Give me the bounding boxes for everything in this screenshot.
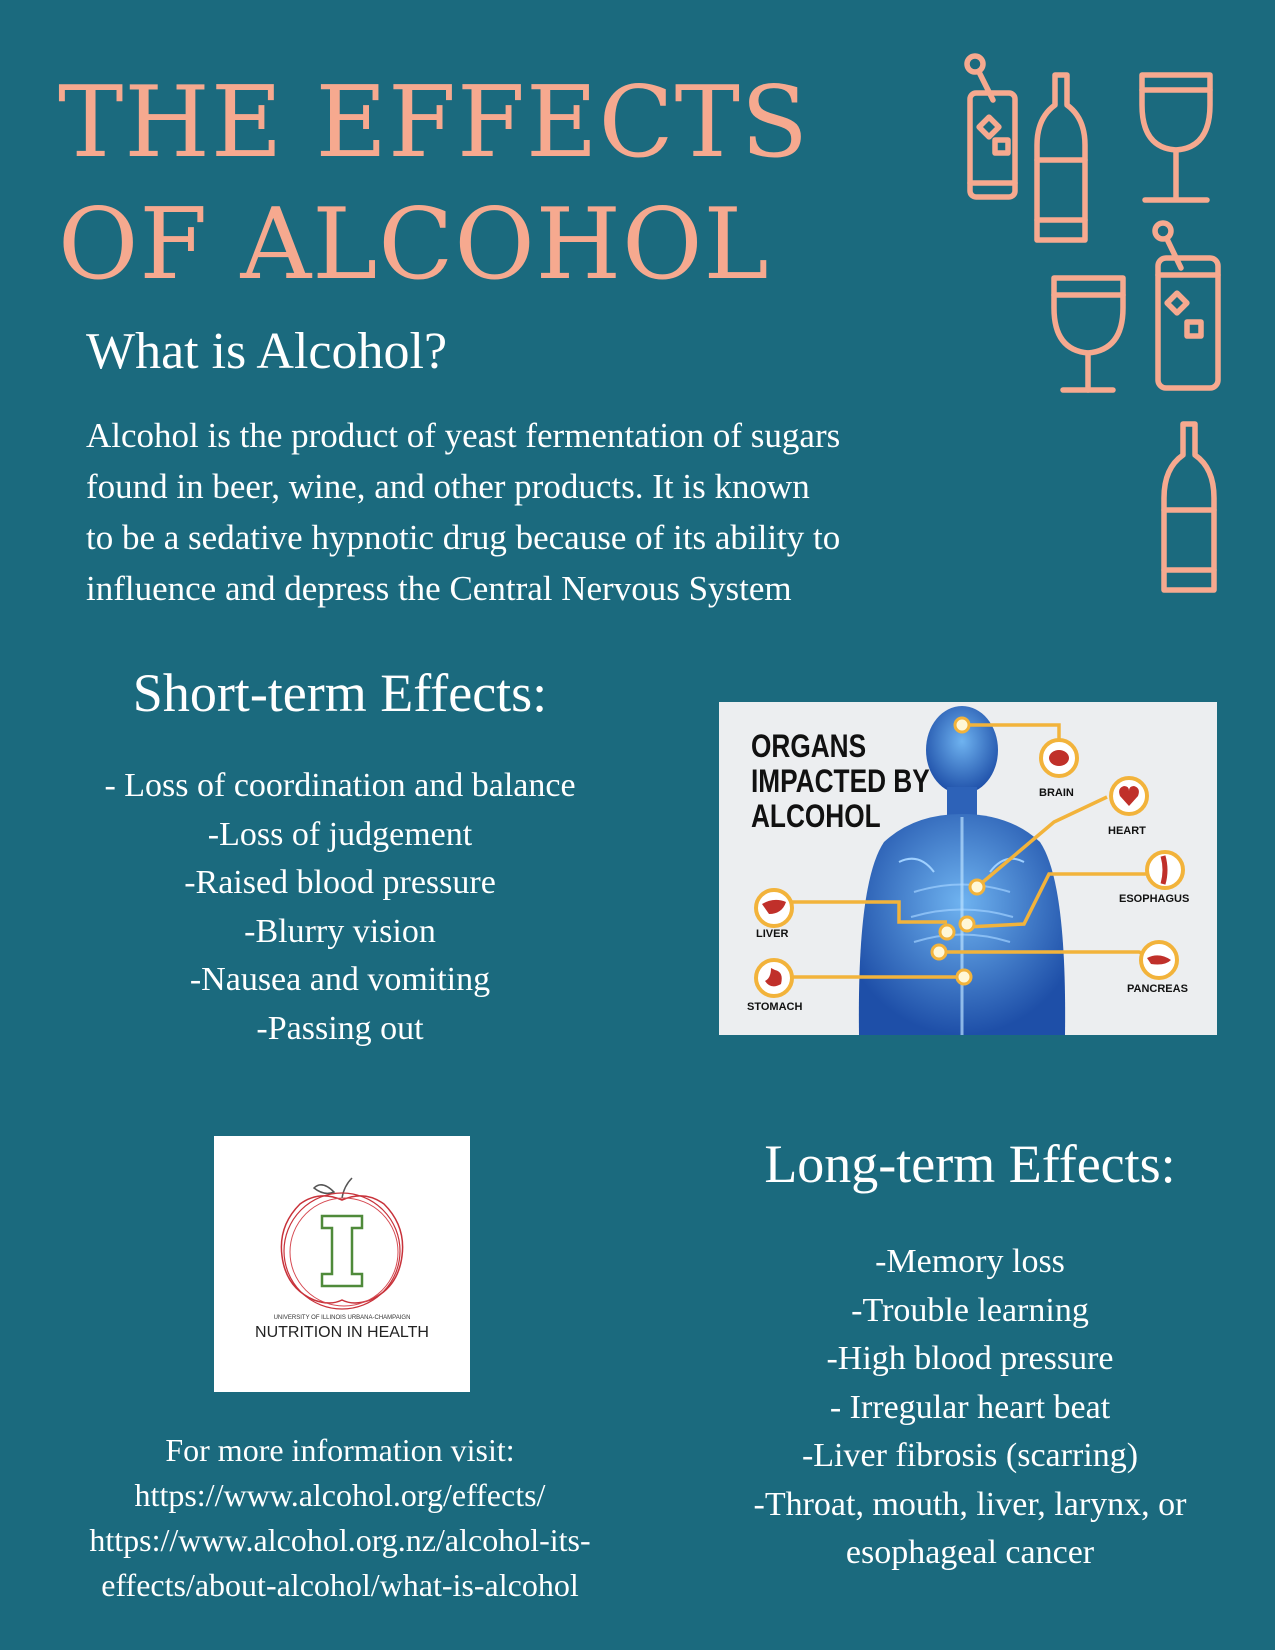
liver-icon	[756, 890, 792, 926]
organs-title-line: ALCOHOL	[751, 799, 881, 835]
logo-name: NUTRITION IN HEALTH	[255, 1324, 429, 1341]
more-info	[40, 1428, 640, 1608]
page-title	[58, 62, 838, 306]
logo-university: UNIVERSITY OF ILLINOIS URBANA-CHAMPAIGN	[273, 1315, 411, 1321]
long-term-heading: Long-term Effects:	[764, 1134, 1176, 1194]
cocktail-glass-icon	[1155, 223, 1218, 388]
what-line: influence and depress the Central Nervous System	[86, 569, 792, 608]
list-item: -Trouble learning	[851, 1291, 1089, 1329]
organs-title-line: IMPACTED BY	[751, 764, 930, 800]
organs-illustration	[719, 702, 1217, 1035]
list-item: -Nausea and vomiting	[189, 961, 491, 998]
heart-icon	[1111, 778, 1147, 814]
short-term-list	[40, 762, 640, 1053]
title-line-1: THE EFFECTS	[58, 66, 810, 180]
long-term-list	[690, 1238, 1250, 1578]
list-item: -Liver fibrosis (scarring)	[801, 1437, 1139, 1474]
list-item: esophageal cancer	[845, 1534, 1095, 1571]
title-line-2: OF ALCOHOL	[58, 188, 770, 302]
what-paragraph	[86, 410, 946, 614]
what-line: found in beer, wine, and other products. It is known	[86, 467, 810, 506]
list-item: - Loss of coordination and balance	[104, 767, 576, 804]
short-term-heading: Short-term Effects:	[132, 663, 548, 723]
wine-glass-icon	[1142, 75, 1210, 200]
what-line: Alcohol is the product of yeast fermentation of sugars	[86, 416, 841, 455]
list-item: -Blurry vision	[244, 912, 436, 950]
bottle-icon	[1037, 75, 1085, 240]
more-info-link[interactable]: effects/about-alcohol/what-is-alcohol	[101, 1567, 579, 1603]
what-line: to be a sedative hypnotic drug because of its ability to	[86, 518, 841, 557]
list-item: -Raised blood pressure	[184, 864, 496, 901]
brain-label: BRAIN	[1039, 787, 1074, 799]
stomach-icon	[756, 960, 792, 996]
list-item: -Loss of judgement	[207, 815, 473, 853]
organs-title-line: ORGANS	[751, 729, 867, 765]
heart-label: HEART	[1108, 825, 1146, 837]
liver-label: LIVER	[756, 928, 789, 940]
list-item: -Memory loss	[875, 1243, 1065, 1280]
list-item: -High blood pressure	[826, 1340, 1114, 1377]
bottle-icon	[1164, 424, 1214, 590]
brain-icon	[1041, 740, 1077, 776]
list-item: -Throat, mouth, liver, larynx, or	[753, 1485, 1187, 1523]
drink-icons	[955, 50, 1235, 610]
what-heading: What is Alcohol?	[86, 323, 448, 380]
pancreas-label: PANCREAS	[1127, 983, 1188, 995]
stomach-label: STOMACH	[747, 1001, 803, 1013]
cocktail-glass-icon	[967, 56, 1015, 197]
apple-logo-icon	[281, 1178, 402, 1309]
more-info-link[interactable]: https://www.alcohol.org.nz/alcohol-its-	[89, 1522, 591, 1558]
list-item: - Irregular heart beat	[829, 1388, 1111, 1426]
body-silhouette	[859, 706, 1065, 1035]
more-info-label: For more information visit:	[165, 1432, 515, 1468]
organs-image	[719, 702, 1217, 1035]
more-info-link[interactable]: https://www.alcohol.org/effects/	[134, 1477, 546, 1513]
list-item: -Passing out	[256, 1009, 424, 1047]
esophagus-icon	[1147, 852, 1183, 888]
nutrition-logo	[214, 1136, 470, 1392]
wine-glass-icon	[1054, 278, 1123, 390]
pancreas-icon	[1141, 942, 1177, 978]
esophagus-label: ESOPHAGUS	[1119, 893, 1190, 905]
